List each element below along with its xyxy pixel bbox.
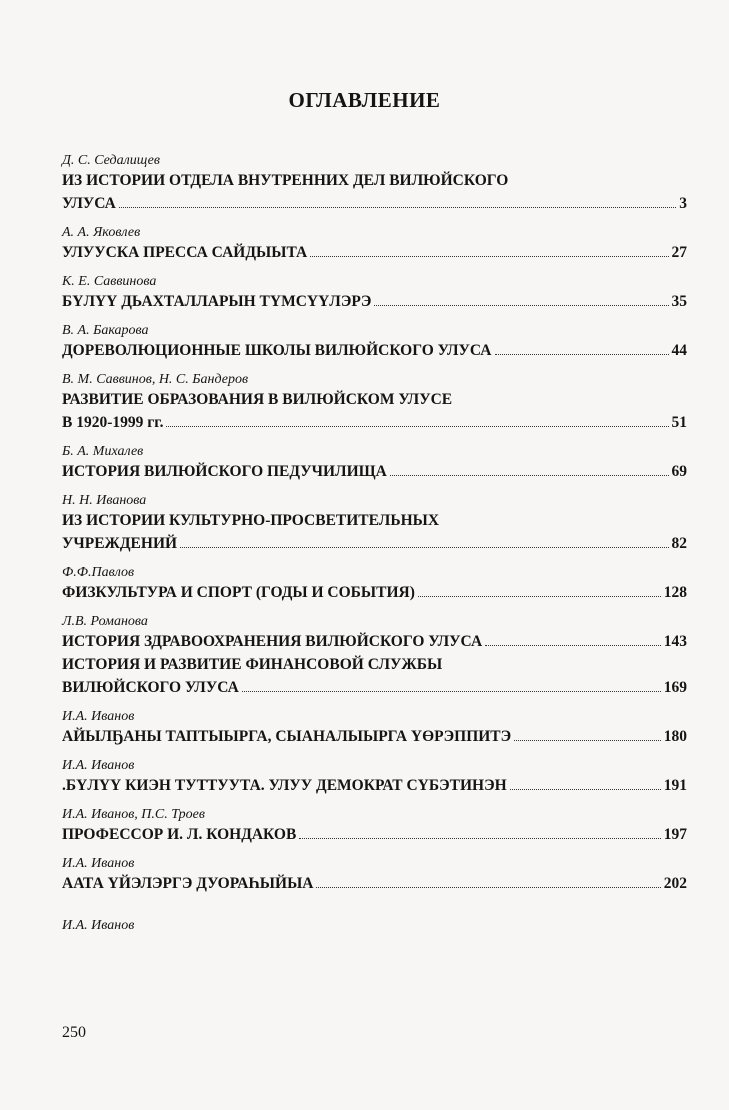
toc-page-number: 143 <box>663 633 687 650</box>
dot-leader <box>299 838 660 839</box>
toc-title-line <box>62 460 687 483</box>
dot-leader <box>390 475 669 476</box>
toc-page-number: 191 <box>663 777 687 794</box>
toc-page-number: 169 <box>663 679 687 696</box>
dot-leader <box>316 887 660 888</box>
toc-entry[interactable] <box>62 443 687 483</box>
dot-leader <box>180 547 668 548</box>
toc-title-line <box>62 823 687 846</box>
toc-title: В 1920-1999 гг. <box>62 414 164 431</box>
toc-title-line <box>62 725 687 748</box>
toc-author: И.А. Иванов <box>62 856 135 871</box>
toc-title: УЛУУСКА ПРЕССА САЙДЫЫТА <box>62 244 308 261</box>
toc-title-line <box>62 581 687 604</box>
dot-leader <box>510 789 661 790</box>
dot-leader <box>495 354 669 355</box>
toc-page-number: 82 <box>671 535 687 552</box>
toc-author: В. М. Саввинов, Н. С. Бандеров <box>62 372 249 387</box>
toc-author: В. А. Бакарова <box>62 323 149 338</box>
toc-author: И.А. Иванов, П.С. Троев <box>62 807 205 822</box>
toc-page-number: 128 <box>663 584 687 601</box>
toc-title-line <box>62 653 687 676</box>
toc-title-line <box>62 388 687 411</box>
toc-title-line <box>62 411 687 434</box>
toc-title: ИСТОРИЯ ЗДРАВООХРАНЕНИЯ ВИЛЮЙСКОГО УЛУСА <box>62 633 483 650</box>
toc-author: А. А. Яковлев <box>62 225 141 240</box>
toc-title: .БҮЛҮҮ КИЭН ТУТТУУТА. УЛУУ ДЕМОКРАТ СҮБЭТИНЭН <box>62 777 507 794</box>
page-title: ОГЛАВЛЕНИЕ <box>288 88 441 112</box>
toc-entry[interactable] <box>62 708 687 748</box>
table-of-contents <box>62 152 687 934</box>
toc-entry[interactable] <box>62 757 687 797</box>
toc-entry <box>62 917 687 934</box>
toc-author: И.А. Иванов <box>62 709 135 724</box>
toc-author: Б. А. Михалев <box>62 444 144 459</box>
toc-title: ААТА ҮЙЭЛЭРГЭ ДУОРАҺЫЙЫА <box>62 875 314 892</box>
toc-title: БҮЛҮҮ ДЬАХТАЛЛАРЫН ТҮМСҮҮЛЭРЭ <box>62 293 372 310</box>
dot-leader <box>310 256 668 257</box>
toc-title-line <box>62 509 687 532</box>
dot-leader <box>374 305 668 306</box>
toc-title-line <box>62 169 687 192</box>
toc-entry[interactable] <box>62 273 687 313</box>
toc-page-number: 3 <box>679 195 687 212</box>
toc-entry[interactable] <box>62 492 687 555</box>
toc-title: ПРОФЕССОР И. Л. КОНДАКОВ <box>62 826 297 843</box>
toc-title: ДОРЕВОЛЮЦИОННЫЕ ШКОЛЫ ВИЛЮЙСКОГО УЛУСА <box>62 342 492 359</box>
toc-title-line <box>62 676 687 699</box>
toc-page-number: 27 <box>671 244 687 261</box>
toc-entry[interactable] <box>62 564 687 604</box>
toc-author: И.А. Иванов <box>62 918 135 933</box>
toc-entry[interactable] <box>62 371 687 434</box>
toc-entry[interactable] <box>62 322 687 362</box>
dot-leader <box>514 740 661 741</box>
toc-page-number: 44 <box>671 342 687 359</box>
toc-title-line <box>62 290 687 313</box>
toc-title: ВИЛЮЙСКОГО УЛУСА <box>62 679 239 696</box>
toc-title: ИСТОРИЯ И РАЗВИТИЕ ФИНАНСОВОЙ СЛУЖБЫ <box>62 656 443 673</box>
toc-page-number: 180 <box>663 728 687 745</box>
toc-title: ФИЗКУЛЬТУРА И СПОРТ (ГОДЫ И СОБЫТИЯ) <box>62 584 415 601</box>
toc-title: ИЗ ИСТОРИИ КУЛЬТУРНО-ПРОСВЕТИТЕЛЬНЫХ <box>62 512 440 529</box>
toc-entry[interactable] <box>62 613 687 653</box>
toc-title-line <box>62 774 687 797</box>
toc-entry[interactable] <box>62 806 687 846</box>
toc-page-number: 202 <box>663 875 687 892</box>
toc-entry[interactable] <box>62 224 687 264</box>
toc-page-number: 69 <box>671 463 687 480</box>
toc-author: Л.В. Романова <box>62 614 148 629</box>
toc-title-line <box>62 872 687 895</box>
toc-author: К. Е. Саввинова <box>62 274 157 289</box>
toc-title: АЙЫЛҔАНЫ ТАПТЫЫРГА, СЫАНАЛЫЫРГА ҮӨРЭППИТЭ <box>62 728 512 745</box>
toc-author: Д. С. Седалищев <box>62 153 160 168</box>
toc-title: ИЗ ИСТОРИИ ОТДЕЛА ВНУТРЕННИХ ДЕЛ ВИЛЮЙСКОГО <box>62 172 509 189</box>
page-number: 250 <box>62 1024 86 1041</box>
toc-page-number: 197 <box>663 826 687 843</box>
toc-author: Н. Н. Иванова <box>62 493 147 508</box>
toc-title-line <box>62 630 687 653</box>
toc-title: РАЗВИТИЕ ОБРАЗОВАНИЯ В ВИЛЮЙСКОМ УЛУСЕ <box>62 391 453 408</box>
dot-leader <box>485 645 661 646</box>
dot-leader <box>166 426 668 427</box>
toc-title: ИСТОРИЯ ВИЛЮЙСКОГО ПЕДУЧИЛИЩА <box>62 463 387 480</box>
dot-leader <box>242 691 661 692</box>
toc-title: УЛУСА <box>62 195 116 212</box>
toc-page-number: 51 <box>671 414 687 431</box>
toc-title-line <box>62 532 687 555</box>
toc-entry[interactable] <box>62 653 687 699</box>
toc-author: И.А. Иванов <box>62 758 135 773</box>
toc-page-number: 35 <box>671 293 687 310</box>
toc-title-line <box>62 339 687 362</box>
dot-leader <box>418 596 661 597</box>
toc-title-line <box>62 192 687 215</box>
toc-title: УЧРЕЖДЕНИЙ <box>62 535 178 552</box>
toc-entry[interactable] <box>62 855 687 895</box>
toc-entry[interactable] <box>62 152 687 215</box>
toc-title-line <box>62 241 687 264</box>
dot-leader <box>119 207 676 208</box>
toc-author: Ф.Ф.Павлов <box>62 565 135 580</box>
